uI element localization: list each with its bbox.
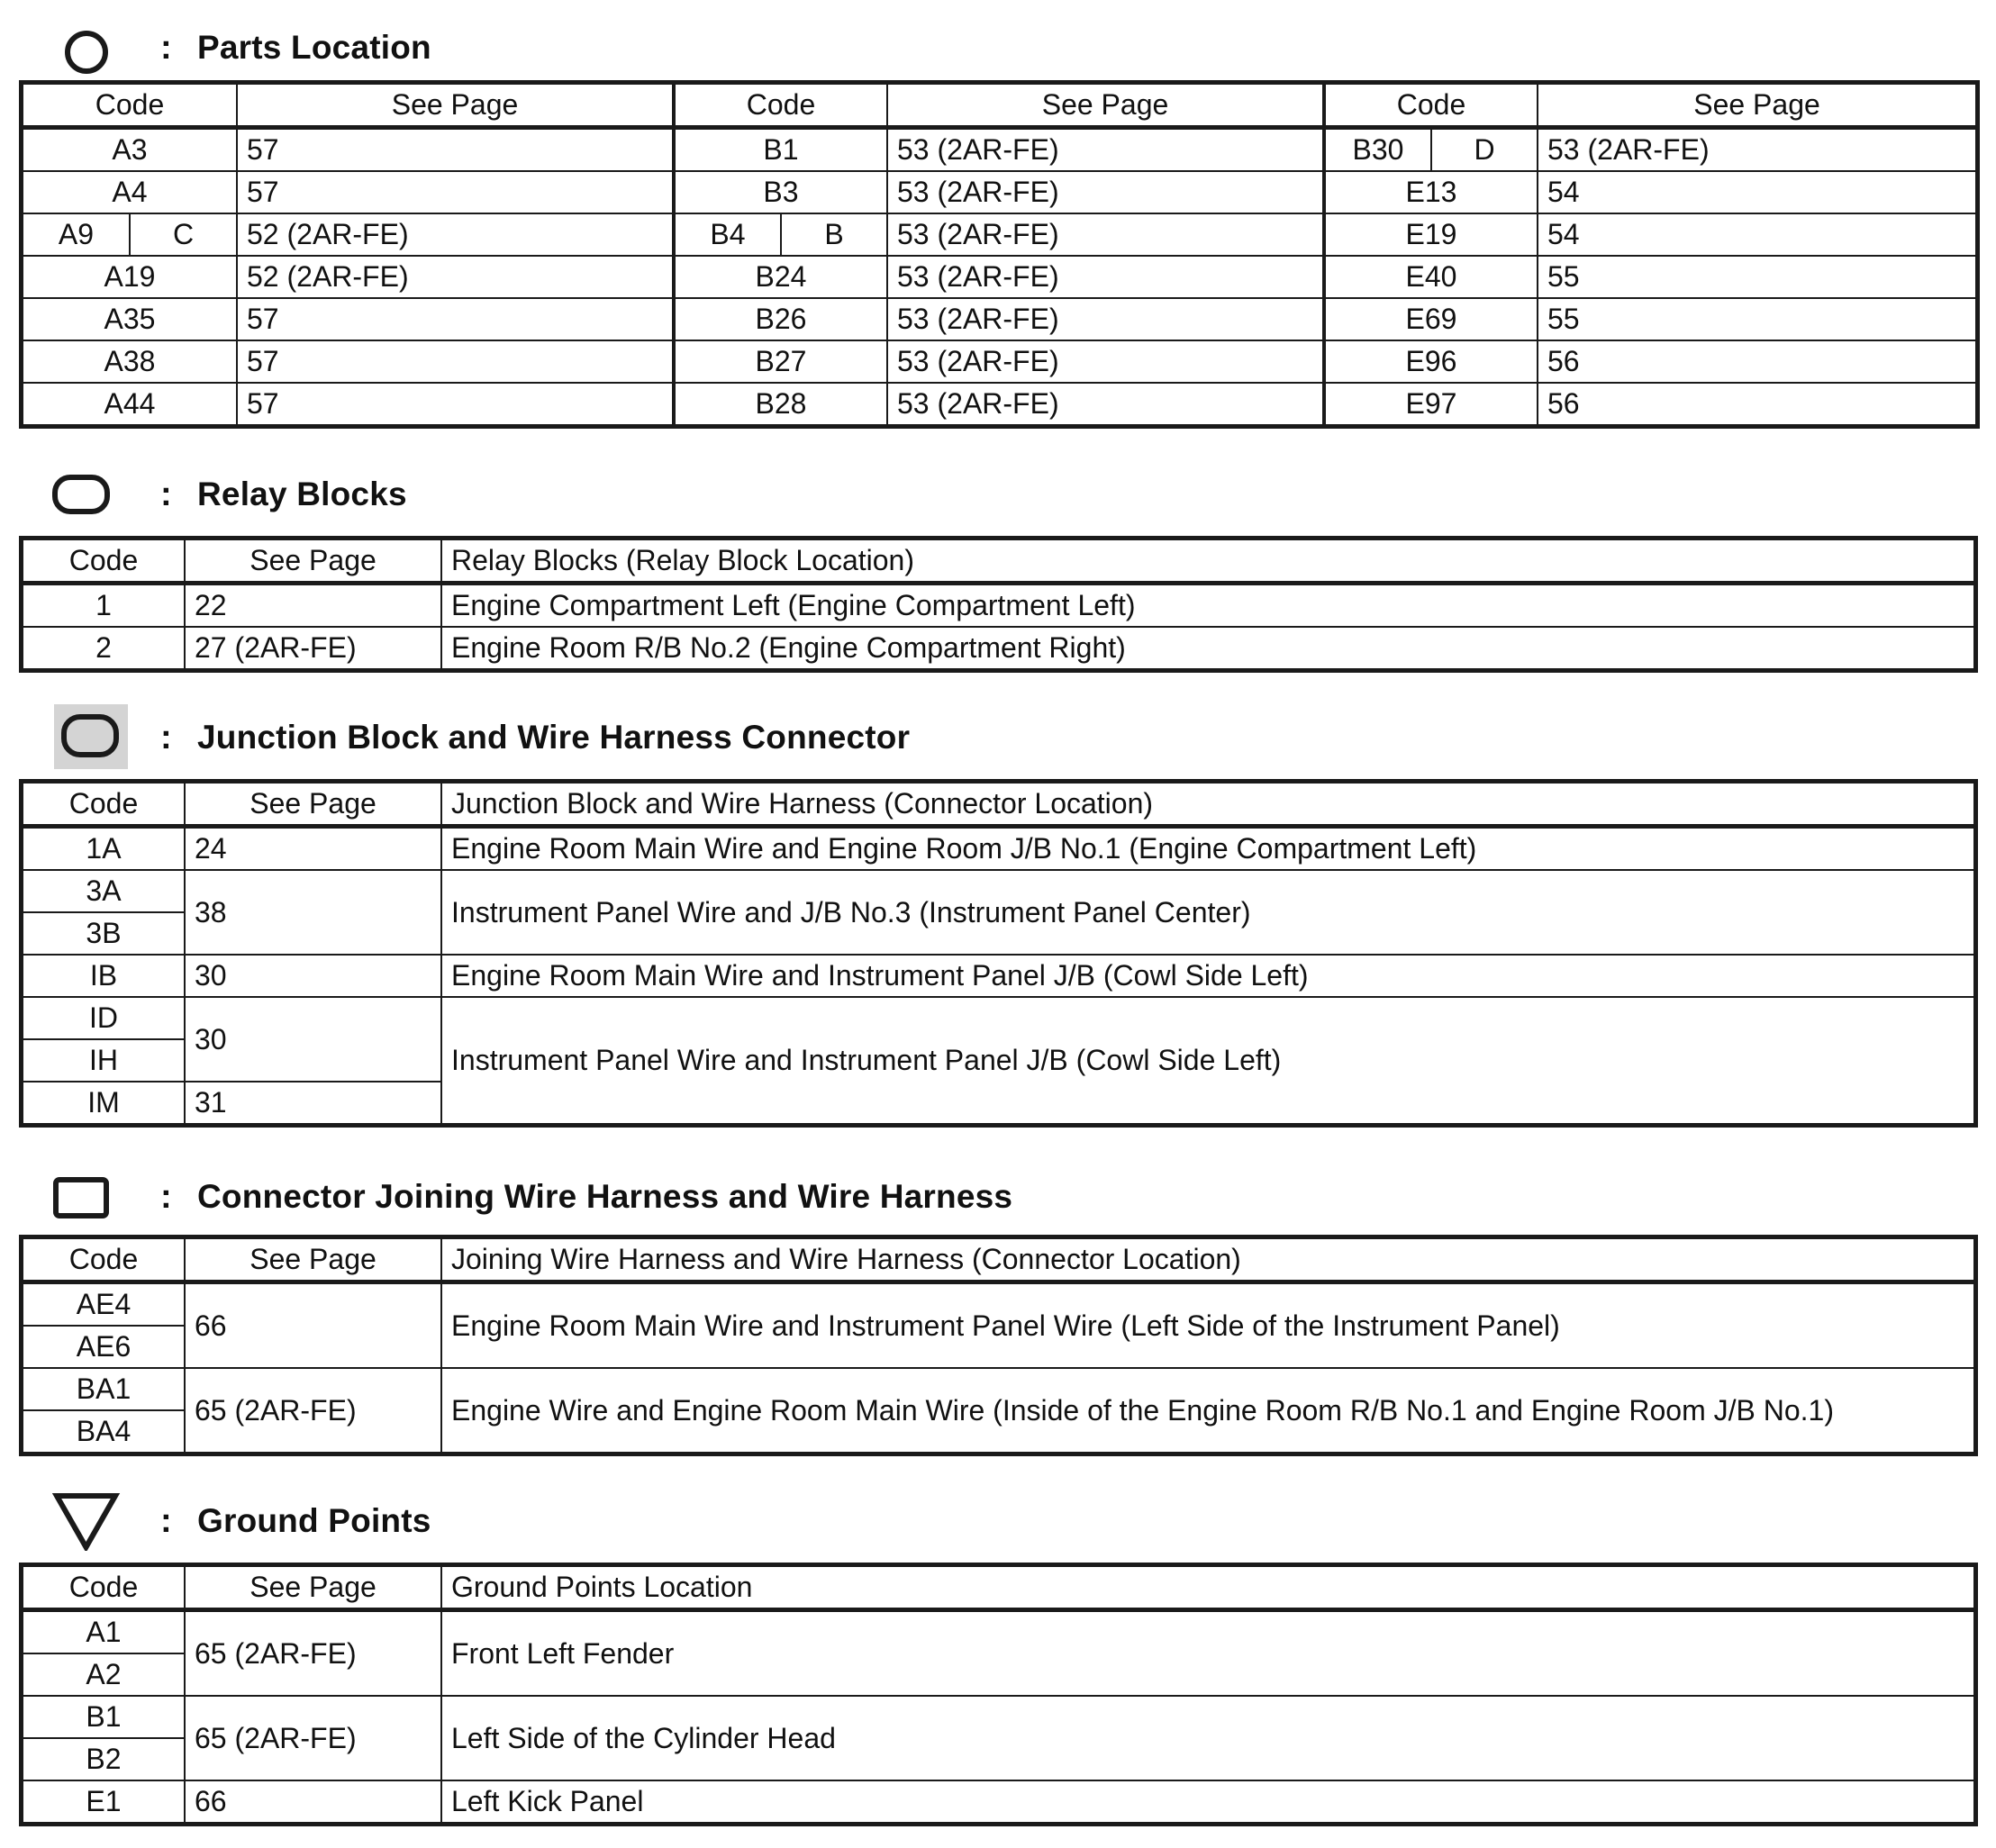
parts-location-table bbox=[22, 83, 1977, 426]
section-title: Relay Blocks bbox=[197, 476, 407, 512]
ground-points-table bbox=[22, 1565, 1975, 1824]
table-row: A19 52 (2AR-FE) B24 53 (2AR-FE) E40 55 bbox=[23, 256, 1976, 298]
table-row: B1 65 (2AR-FE) Left Side of the Cylinder Head bbox=[23, 1696, 1974, 1738]
connector-joining-heading: : Connector Joining Wire Harness and Wire Harness bbox=[0, 1164, 1996, 1236]
table-header-row: Code See Page Relay Blocks (Relay Block Location) bbox=[23, 539, 1974, 584]
table-row: 1A 24 Engine Room Main Wire and Engine Room J/B No.1 (Engine Compartment Left) bbox=[23, 827, 1974, 871]
circle-icon bbox=[63, 29, 110, 76]
table-row: AE6 bbox=[23, 1326, 1974, 1368]
rounded-rect-icon bbox=[52, 474, 112, 519]
rectangle-icon bbox=[52, 1176, 112, 1223]
table-header-row: Code See Page Code See Page Code See Page bbox=[23, 84, 1976, 128]
table-row: IB 30 Engine Room Main Wire and Instrument Panel J/B (Cowl Side Left) bbox=[23, 955, 1974, 997]
table-row: A2 bbox=[23, 1653, 1974, 1696]
relay-blocks-heading: : Relay Blocks bbox=[0, 459, 1996, 531]
shaded-rounded-rect-icon bbox=[60, 713, 120, 760]
table-header-row: Code See Page Joining Wire Harness and Wire Harness (Connector Location) bbox=[23, 1238, 1974, 1282]
table-row: A38 57 B27 53 (2AR-FE) E96 56 bbox=[23, 340, 1976, 383]
section-title: Junction Block and Wire Harness Connector bbox=[197, 719, 911, 756]
table-row: A35 57 B26 53 (2AR-FE) E69 55 bbox=[23, 298, 1976, 340]
section-title: Connector Joining Wire Harness and Wire Harness bbox=[197, 1178, 1013, 1215]
table-row: 2 27 (2AR-FE) Engine Room R/B No.2 (Engine Compartment Right) bbox=[23, 627, 1974, 669]
table-row: IM 31 bbox=[23, 1082, 1974, 1124]
table-row: 3B bbox=[23, 912, 1974, 955]
table-header-row: Code See Page Junction Block and Wire Harness (Connector Location) bbox=[23, 783, 1974, 827]
table-row: 3A 38 Instrument Panel Wire and J/B No.3 (Instrument Panel Center) bbox=[23, 870, 1974, 912]
junction-block-heading: : Junction Block and Wire Harness Connector bbox=[0, 704, 1996, 776]
table-header-row: Code See Page Ground Points Location bbox=[23, 1566, 1974, 1610]
table-row: ID 30 Instrument Panel Wire and Instrument Panel J/B (Cowl Side Left) bbox=[23, 997, 1974, 1039]
relay-blocks-table bbox=[22, 539, 1975, 670]
table-row: 1 22 Engine Compartment Left (Engine Compartment Left) bbox=[23, 584, 1974, 628]
parts-location-heading: : Parts Location bbox=[0, 13, 1996, 85]
table-row: A3 57 B1 53 (2AR-FE) B30 D 53 (2AR-FE) bbox=[23, 128, 1976, 172]
table-row: IH bbox=[23, 1039, 1974, 1082]
table-row: BA1 65 (2AR-FE) Engine Wire and Engine Room Main Wire (Inside of the Engine Room R/B No.1 and Engine Room J/B No.1) bbox=[23, 1368, 1974, 1410]
table-row: A1 65 (2AR-FE) Front Left Fender bbox=[23, 1610, 1974, 1654]
triangle-icon bbox=[52, 1491, 121, 1551]
table-row: A9 C 52 (2AR-FE) B4 B 53 (2AR-FE) E19 54 bbox=[23, 213, 1976, 256]
table-row: AE4 66 Engine Room Main Wire and Instrument Panel Wire (Left Side of the Instrument Panel) bbox=[23, 1282, 1974, 1327]
table-row: A44 57 B28 53 (2AR-FE) E97 56 bbox=[23, 383, 1976, 425]
section-title: Parts Location bbox=[197, 29, 431, 66]
table-row: E1 66 Left Kick Panel bbox=[23, 1780, 1974, 1823]
connector-joining-table bbox=[22, 1237, 1975, 1454]
table-row: B2 bbox=[23, 1738, 1974, 1780]
table-row: A4 57 B3 53 (2AR-FE) E13 54 bbox=[23, 171, 1976, 213]
section-title: Ground Points bbox=[197, 1502, 431, 1539]
table-row: BA4 bbox=[23, 1410, 1974, 1453]
ground-points-heading: : Ground Points bbox=[0, 1488, 1996, 1560]
junction-block-table bbox=[22, 782, 1975, 1125]
